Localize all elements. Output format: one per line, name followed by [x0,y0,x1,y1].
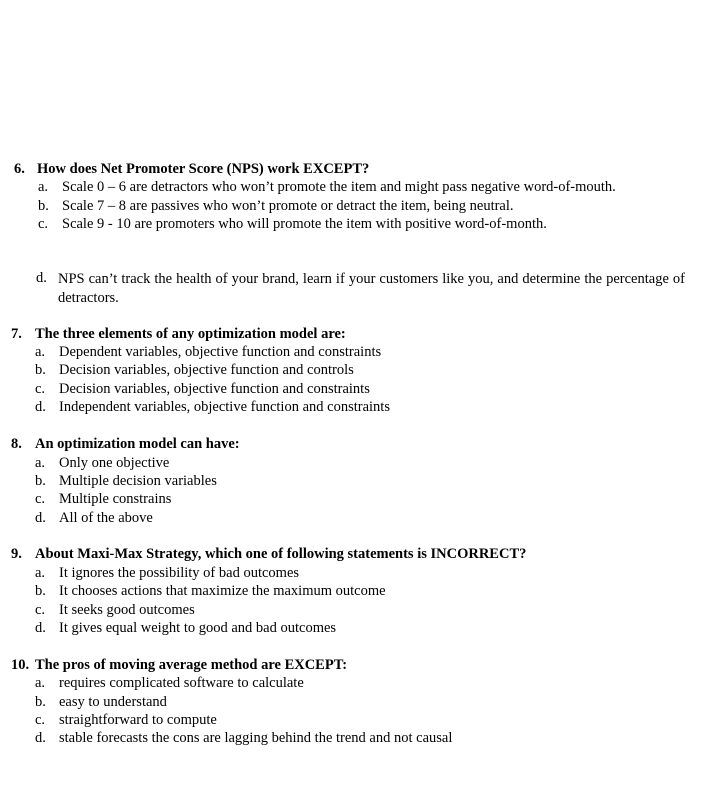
option-letter: d. [35,620,46,636]
question-text: An optimization model can have: [35,436,240,452]
question-text: How does Net Promoter Score (NPS) work EXCEPT? [37,161,370,177]
option-text: It ignores the possibility of bad outcomes [59,565,300,581]
question-number: 6. [14,161,25,177]
question-text: About Maxi-Max Strategy, which one of following statements is INCORRECT? [35,546,527,562]
option-text: Decision variables, objective function and controls [59,362,354,378]
question-text: The three elements of any optimization model are: [35,326,346,342]
option-letter: d. [36,270,47,286]
option-text: stable forecasts the cons are lagging behind the trend and not causal [59,730,453,746]
option-letter: d. [35,730,46,746]
option-letter: b. [35,473,46,489]
option-text: It seeks good outcomes [59,602,195,618]
option-letter: a. [35,344,46,360]
question-number: 7. [11,326,22,342]
option-text: Scale 0 – 6 are detractors who won’t promote the item and might pass negative word-of-mouth. [62,179,616,195]
option-letter: b. [35,583,46,599]
question-number: 10. [11,657,30,673]
option-letter: a. [35,455,46,471]
option-letter: a. [35,565,46,581]
option-text: requires complicated software to calculate [59,675,304,691]
option-text: Only one objective [59,455,170,471]
option-letter: b. [38,198,49,214]
question-number: 8. [11,436,22,452]
option-letter: d. [35,510,46,526]
option-text: Multiple constrains [59,491,172,507]
option-text: Decision variables, objective function and constraints [59,381,370,397]
option-text: It chooses actions that maximize the maximum outcome [59,583,386,599]
option-text: straightforward to compute [59,712,217,728]
option-letter: c. [35,602,46,618]
option-letter: b. [35,362,46,378]
option-text: Scale 9 - 10 are promoters who will promote the item with positive word-of-month. [62,216,547,232]
option-letter: b. [35,694,46,710]
option-text: All of the above [59,510,153,526]
option-letter: d. [35,399,46,415]
question-text: The pros of moving average method are EXCEPT: [35,657,348,673]
option-text: Multiple decision variables [59,473,217,489]
option-text: Scale 7 – 8 are passives who won’t promote or detract the item, being neutral. [62,198,514,214]
option-letter: a. [35,675,46,691]
option-letter: c. [38,216,49,232]
option-text: NPS can’t track the health of your brand, learn if your customers like you, and determine the percentage of detractors. [58,271,685,306]
question-number: 9. [11,546,22,562]
option-text: Dependent variables, objective function and constraints [59,344,382,360]
option-letter: c. [35,381,46,397]
option-letter: a. [38,179,49,195]
option-letter: c. [35,712,46,728]
option-text: easy to understand [59,694,167,710]
option-text: Independent variables, objective function and constraints [59,399,390,415]
option-text: It gives equal weight to good and bad outcomes [59,620,337,636]
option-letter: c. [35,491,46,507]
